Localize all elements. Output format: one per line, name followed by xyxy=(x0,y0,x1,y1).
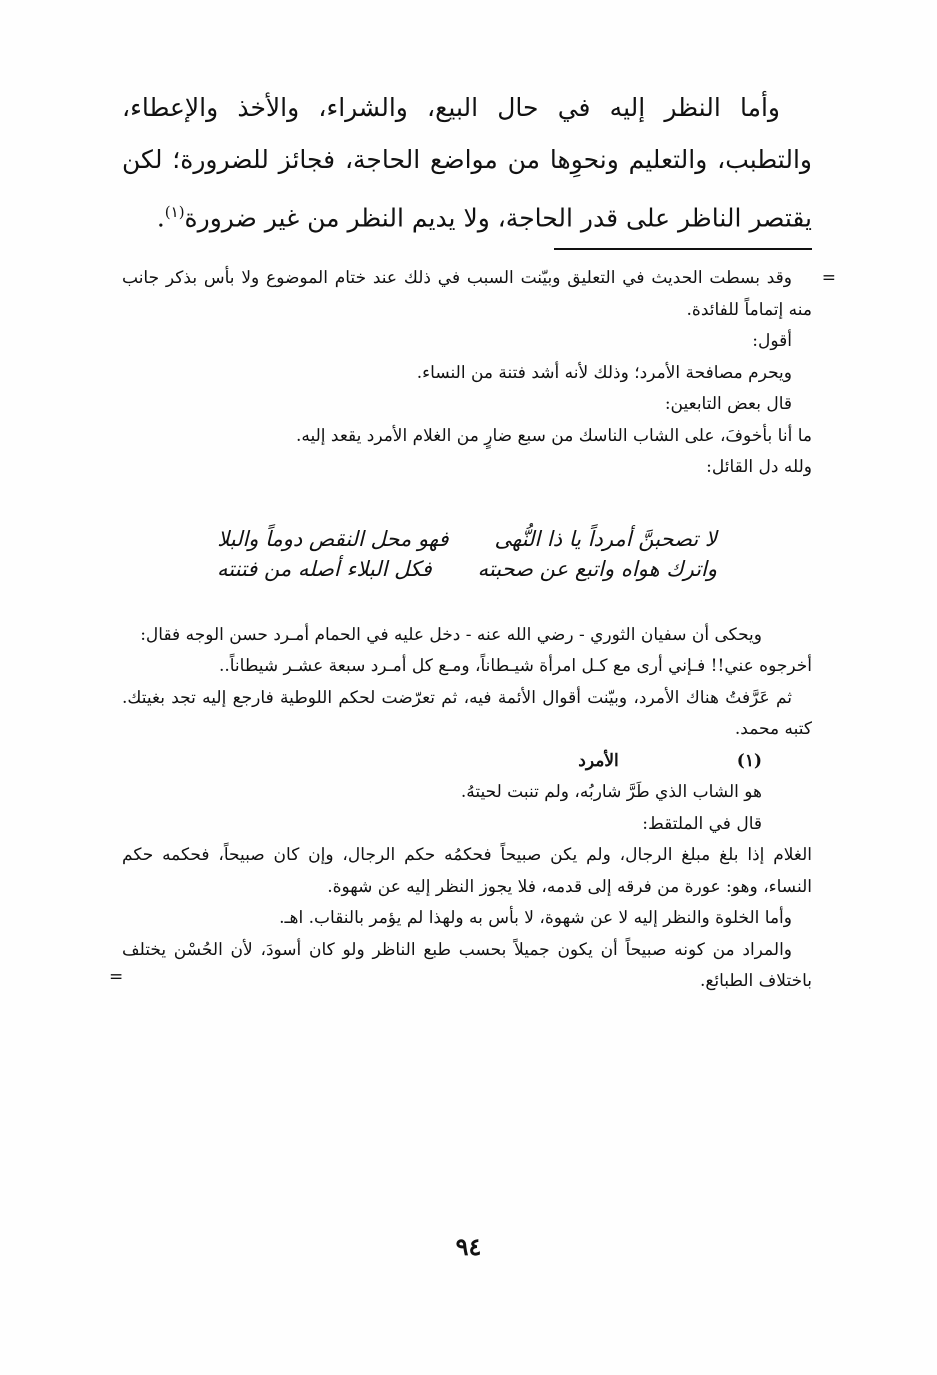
note-line: الغلام إذا بلغ مبلغ الرجال، ولم يكن صبيحاً فحكمُه حكم الرجال، وإن كان صبيحاً، فحكمه حكم النساء، وهو: عورة من فرقه إلى قدمه، فلا يجوز النظر إليه عن شهوة. xyxy=(122,845,812,897)
note-line: ما أنا بأخوفَ، على الشاب الناسك من سبع ضارٍ من الغلام الأمرد يقعد إليه. xyxy=(295,425,812,446)
note-line: وقد بسطت الحديث في التعليق وبيّنت السبب في ذلك عند ختام الموضوع ولا بأس بذكر جانب منه إتماماً للفائدة. xyxy=(122,268,812,320)
footnote-number: (١) xyxy=(736,750,762,771)
main-paragraph xyxy=(122,82,812,244)
poem-hemistich: فكل البلاء أصله من فتنته xyxy=(217,556,432,581)
note-line: والمراد من كونه صبيحاً أن يكون جميلاً بحسب طبع الناظر ولو كان أسودَ، لأن الحُسْن يختلف باختلاف الطبائع. xyxy=(122,939,812,991)
note-line: وأما الخلوة والنظر إليه لا عن شهوة، لا بأس به ولهذا لم يؤمر بالنقاب. اهـ. xyxy=(279,908,792,928)
poem xyxy=(122,524,812,584)
footnote-heading xyxy=(122,746,812,778)
note-line: ويحكى أن سفيان الثوري - رضي الله عنه - دخل عليه في الحمام أمـرد حسن الوجه فقال: xyxy=(140,624,762,645)
note-line: قال في الملتقط: xyxy=(642,813,762,834)
note-line: قال بعض التابعين: xyxy=(664,394,792,414)
main-paragraph-end: . xyxy=(156,203,165,233)
note-line: ويحرم مصافحة الأمرد؛ وذلك لأنه أشد فتنة من النساء. xyxy=(416,362,792,383)
note-line: ولله دل القائل: xyxy=(706,457,812,477)
poem-verse xyxy=(122,524,812,554)
footnote-separator xyxy=(554,248,812,250)
note-line: هو الشاب الذي طَرَّ شاربُه، ولم تنبت لحيتهُ. xyxy=(460,782,762,802)
footnotes xyxy=(109,263,836,998)
continuation-mark: = xyxy=(821,268,836,288)
footnote-title: الأمرد xyxy=(578,750,619,771)
poem-verse xyxy=(122,554,812,584)
poem-hemistich: فهو محل النقص دوماً والبلا xyxy=(217,526,449,551)
poem-hemistich: واترك هواه واتبع عن صحبته xyxy=(477,556,717,581)
footnote-ref[interactable]: (١) xyxy=(164,203,185,221)
main-paragraph-text: وأما النظر إليه في حال البيع، والشراء، والأخذ والإعطاء، والتطبب، والتعليم ونحوِها من مواضع الحاجة، فجائز للضرورة؛ لكن يقتصر الناظر على قدر الحاجة، ولا يديم النظر من غير ضرورة xyxy=(122,93,812,233)
main-text xyxy=(122,82,812,244)
note-line: ثم عَرَّفتُ هناك الأمرد، وبيّنت أقوال الأئمة فيه، ثم تعرّضت لحكم اللوطية فارجع إليه تجد بغيتك. كتبه محمد. xyxy=(122,687,812,739)
page-number: ٩٤ xyxy=(455,1232,482,1261)
poem-hemistich: لا تصحبنَّ أمرداً يا ذا النُّهى xyxy=(494,526,717,551)
note-line: أخرجوه عني!! فـإني أرى مع كـل امرأة شيـطاناً، ومـع كل أمـرد سبعة عشـر شيطاناً.. xyxy=(218,656,812,676)
end-continuation-mark: = xyxy=(109,967,124,987)
note-line: أقول: xyxy=(752,331,792,351)
